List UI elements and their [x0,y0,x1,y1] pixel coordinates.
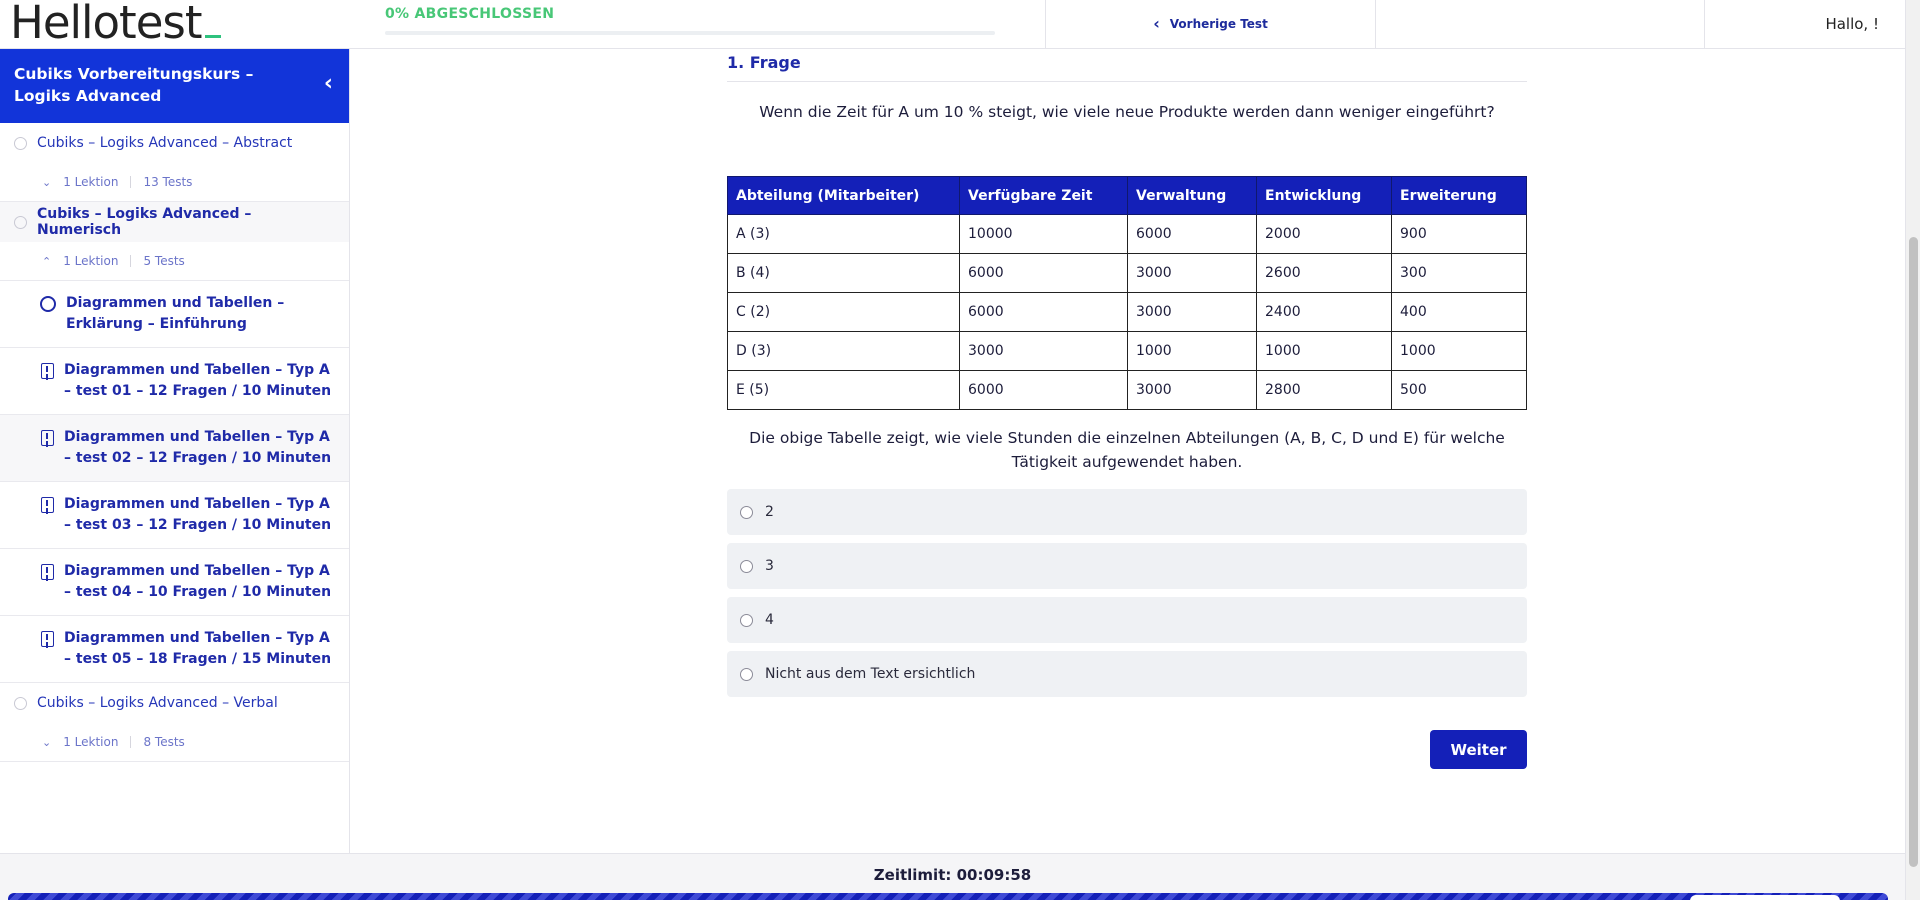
table-cell: B (4) [728,254,960,293]
section-abstract [0,123,349,202]
section-meta[interactable] [0,242,349,280]
table-cell: 300 [1392,254,1527,293]
quiz-document-icon [41,430,54,446]
test-item-03[interactable] [0,481,349,548]
time-progress-handle [1690,895,1840,900]
question-text: Wenn die Zeit für A um 10 % steigt, wie viele neue Produkte werden dann weniger eingeführt? [759,103,1495,121]
course-progress [385,6,995,35]
progress-label: 0% ABGESCHLOSSEN [385,6,555,22]
lesson-count: 1 Lektion [63,735,119,749]
table-cell: 3000 [1128,371,1257,410]
lesson-count: 1 Lektion [63,175,119,189]
table-cell: E (5) [728,371,960,410]
test-count: 5 Tests [143,254,185,268]
table-row [728,215,1527,254]
section-meta[interactable] [0,163,349,201]
quiz-document-icon [41,631,54,647]
previous-test-button[interactable] [1045,0,1375,48]
table-cell: A (3) [728,215,960,254]
test-item-05[interactable] [0,615,349,682]
table-cell: 6000 [960,293,1128,332]
column-header: Erweiterung [1392,177,1527,215]
table-row [728,332,1527,371]
section-verbal [0,683,349,762]
test-label: Diagrammen und Tabellen – Typ A – test 01 – 12 Fragen / 10 Minuten [64,362,332,399]
table-cell: 6000 [960,254,1128,293]
section-numerisch [0,202,349,683]
section-title-label: Cubiks – Logiks Advanced – Verbal [37,695,278,711]
table-cell: 1000 [1257,332,1392,371]
section-title-numerisch[interactable] [0,202,349,242]
table-cell: 1000 [1392,332,1527,371]
answer-options [727,489,1527,697]
top-header [0,0,1905,49]
data-table [727,176,1527,410]
test-label: Diagrammen und Tabellen – Typ A – test 02 – 12 Fragen / 10 Minuten [64,429,332,466]
time-progress-bar [8,893,1888,900]
answer-label: Nicht aus dem Text ersichtlich [765,666,976,682]
table-cell: 1000 [1128,332,1257,371]
course-title: Cubiks Vorbereitungskurs – Logiks Advanced [14,65,254,105]
table-cell: 3000 [1128,254,1257,293]
logo-text: Hellotest [10,0,202,49]
table-cell: 3000 [960,332,1128,371]
quiz-document-icon [41,564,54,580]
answer-option[interactable] [727,543,1527,589]
scrollbar-thumb[interactable] [1909,237,1918,867]
section-title-abstract[interactable] [0,123,349,163]
question-number: 1. Frage [727,49,1527,82]
time-limit: Zeitlimit: 00:09:58 [873,866,1032,884]
meta-divider [130,176,131,188]
status-circle-icon [14,697,27,710]
page-scrollbar[interactable] [1905,0,1920,900]
table-cell: 6000 [960,371,1128,410]
lesson-circle-icon [40,296,56,312]
table-row [728,371,1527,410]
next-button[interactable]: Weiter [1430,730,1527,769]
user-greeting[interactable] [1704,0,1905,48]
table-cell: D (3) [728,332,960,371]
previous-test-label: Vorherige Test [1169,17,1268,31]
column-header: Verwaltung [1128,177,1257,215]
quiz-document-icon [41,497,54,513]
table-cell: 2600 [1257,254,1392,293]
table-cell: 6000 [1128,215,1257,254]
table-cell: 400 [1392,293,1527,332]
radio-button[interactable] [740,560,753,573]
test-item-04[interactable] [0,548,349,615]
section-meta[interactable] [0,723,349,761]
question-panel [727,49,1527,759]
meta-divider [130,255,131,267]
table-cell: 3000 [1128,293,1257,332]
answer-label: 2 [765,504,774,520]
answer-option[interactable] [727,597,1527,643]
test-label: Diagrammen und Tabellen – Typ A – test 04 – 10 Fragen / 10 Minuten [64,563,332,600]
radio-button[interactable] [740,614,753,627]
answer-option[interactable] [727,651,1527,697]
radio-button[interactable] [740,506,753,519]
table-cell: 500 [1392,371,1527,410]
table-row [728,293,1527,332]
table-cell: 900 [1392,215,1527,254]
chevron-left-icon: ‹ [1153,14,1160,33]
lesson-count: 1 Lektion [63,254,119,268]
logo[interactable] [10,0,221,48]
table-caption: Die obige Tabelle zeigt, wie viele Stunden die einzelnen Abteilungen (A, B, C, D und E) für welche Tätigkeit aufgewendet haben. [749,429,1505,471]
table-cell: C (2) [728,293,960,332]
table-cell: 2400 [1257,293,1392,332]
column-header: Verfügbare Zeit [960,177,1128,215]
section-title-verbal[interactable] [0,683,349,723]
table-cell: 10000 [960,215,1128,254]
meta-divider [130,736,131,748]
table-row [728,254,1527,293]
lesson-label: Diagrammen und Tabellen – Erklärung – Einführung [66,295,285,332]
test-label: Diagrammen und Tabellen – Typ A – test 05 – 18 Fragen / 15 Minuten [64,630,332,667]
progress-track [385,31,995,35]
radio-button[interactable] [740,668,753,681]
section-title-label: Cubiks – Logiks Advanced – Numerisch [37,206,252,238]
collapse-sidebar-icon[interactable]: ‹ [323,71,333,96]
column-header: Entwicklung [1257,177,1392,215]
test-count: 8 Tests [143,735,185,749]
test-item-02[interactable] [0,414,349,481]
lesson-item-introduction[interactable] [0,280,349,347]
quiz-document-icon [41,363,54,379]
column-header: Abteilung (Mitarbeiter) [728,177,960,215]
test-count: 13 Tests [143,175,193,189]
chevron-down-icon: ⌄ [42,735,52,749]
timer-footer [0,853,1905,900]
logo-underscore [205,35,221,38]
greeting-text: Hallo, ! [1825,15,1879,33]
chevron-up-icon: ⌃ [42,254,52,268]
course-sidebar [0,49,350,853]
status-circle-icon [14,216,27,229]
section-title-label: Cubiks – Logiks Advanced – Abstract [37,135,293,151]
status-circle-icon [14,137,27,150]
answer-label: 3 [765,558,774,574]
test-item-01[interactable] [0,347,349,414]
table-header-row [728,177,1527,215]
chevron-down-icon: ⌄ [42,175,52,189]
course-title-bar [0,49,349,123]
answer-label: 4 [765,612,774,628]
test-label: Diagrammen und Tabellen – Typ A – test 03 – 12 Fragen / 10 Minuten [64,496,332,533]
header-empty-cell [1375,0,1704,48]
table-cell: 2000 [1257,215,1392,254]
table-cell: 2800 [1257,371,1392,410]
answer-option[interactable] [727,489,1527,535]
